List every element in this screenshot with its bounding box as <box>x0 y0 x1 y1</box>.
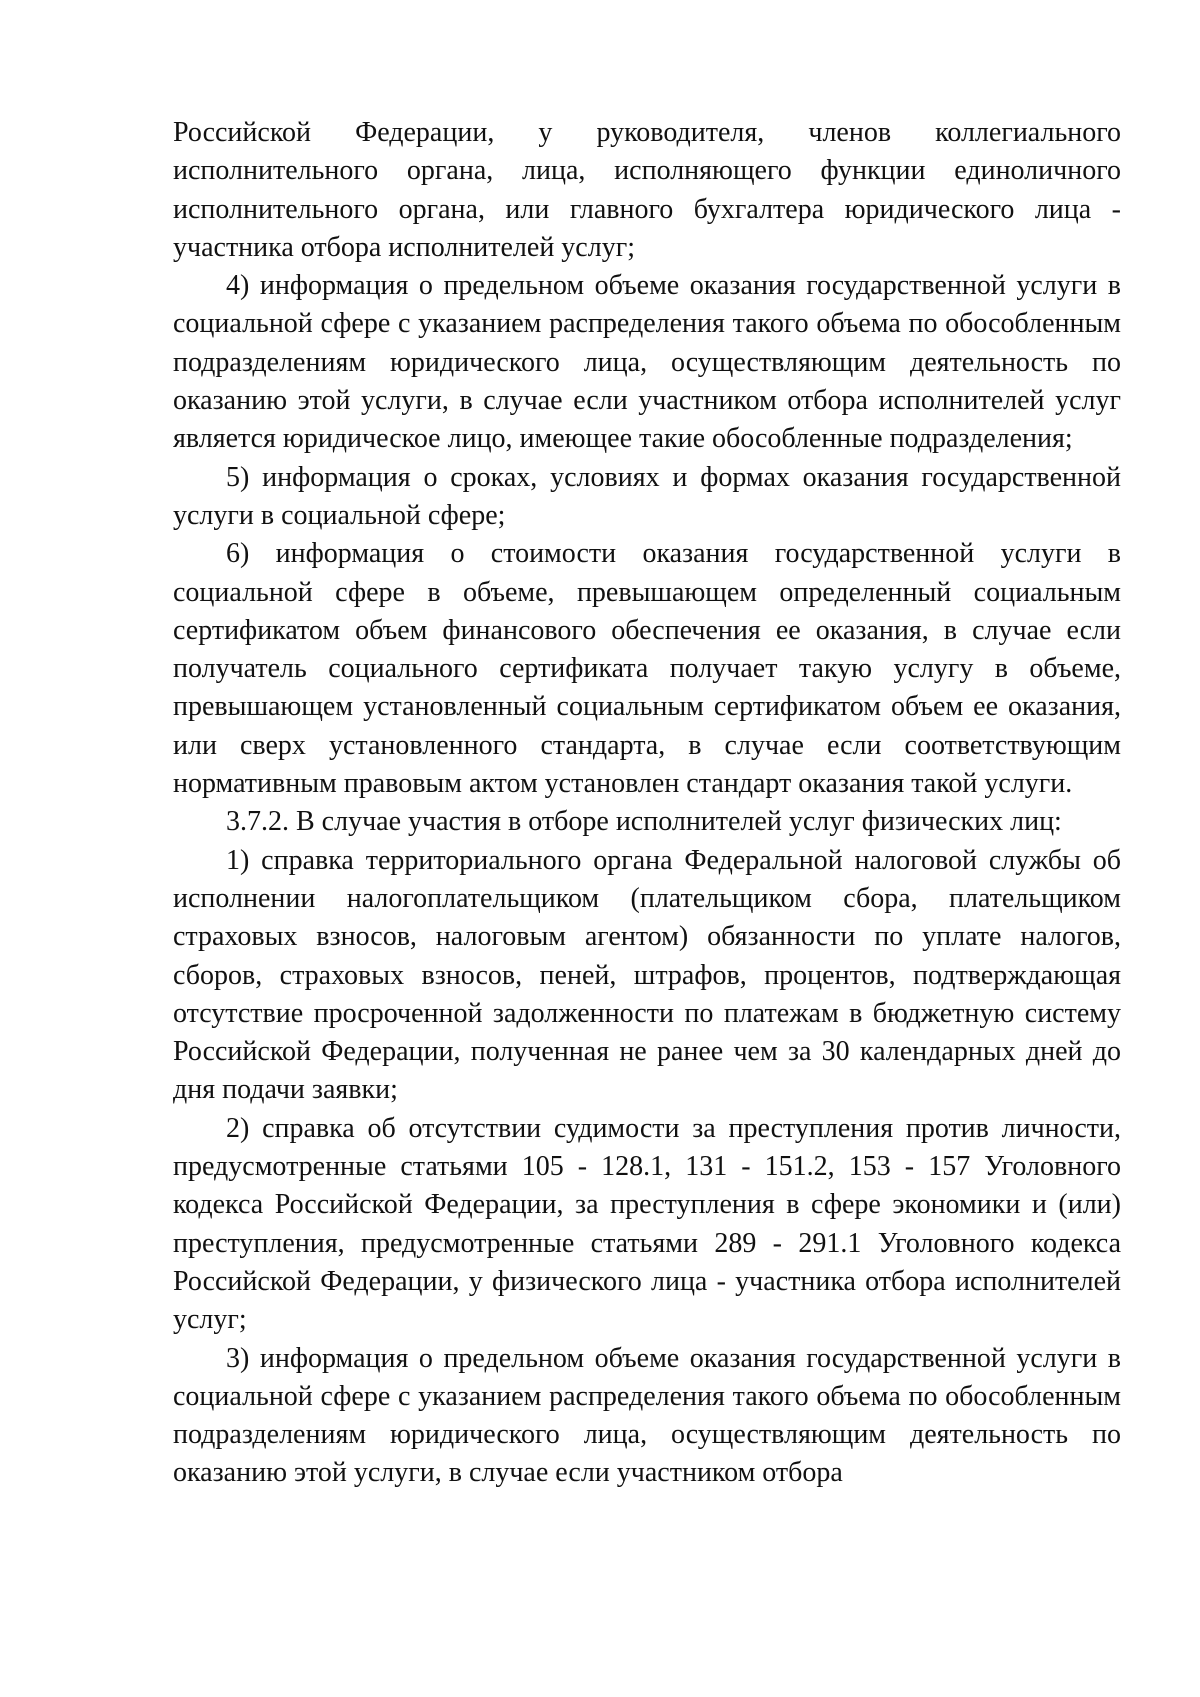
paragraph-item-6: 6) информация о стоимости оказания государственной услуги в социальной сфере в объеме, превышающем определенный социальным сертификатом объем финансового обеспечения ее оказания, в случае если получатель социального сертификата получает такую услугу в объеме, превышающем установленный социальным сертификатом объем ее оказания, или сверх установленного стандарта, в случае если соответствующим нормативным правовым актом установлен стандарт оказания такой услуги. <box>173 538 1121 800</box>
paragraph-continuation: Российской Федерации, у руководителя, членов коллегиального исполнительного органа, лица, исполняющего функции единоличного исполнительного органа, или главного бухгалтера юридического лица - участника отбора исполнителей услуг; <box>173 117 1121 263</box>
paragraph-item-3: 3) информация о предельном объеме оказания государственной услуги в социальной сфере с указанием распределения такого объема по обособленным подразделениям юридического лица, осуществляющим деятельность по оказанию этой услуги, в случае если участником отбора <box>173 1342 1121 1489</box>
paragraph-item-2: 2) справка об отсутствии судимости за преступления против личности, предусмотренные статьями 105 - 128.1, 131 - 151.2, 153 - 157 Уголовного кодекса Российской Федерации, за преступления в сфере экономики и (или) преступления, предусмотренные статьями 289 - 291.1 Уголовного кодекса Российской Федерации, у физического лица - участника отбора исполнителей услуг; <box>173 1112 1121 1336</box>
paragraph-item-4: 4) информация о предельном объеме оказания государственной услуги в социальной сфере с указанием распределения такого объема по обособленным подразделениям юридического лица, осуществляющим деятельность по оказанию этой услуги, в случае если участником отбора исполнителей услуг является юридическое лицо, имеющее такие обособленные подразделения; <box>173 270 1121 455</box>
paragraph-item-1: 1) справка территориального органа Федеральной налоговой службы об исполнении налогоплательщиком (плательщиком сбора, плательщиком страховых взносов, налоговым агентом) обязанности по уплате налогов, сборов, страховых взносов, пеней, штрафов, процентов, подтверждающая отсутствие просроченной задолженности по платежам в бюджетную систему Российской Федерации, полученная не ранее чем за 30 календарных дней до дня подачи заявки; <box>173 844 1121 1106</box>
document-body <box>173 114 1121 1493</box>
paragraph-item-5: 5) информация о сроках, условиях и формах оказания государственной услуги в социальной сфере; <box>173 461 1121 531</box>
paragraph-section-3-7-2: 3.7.2. В случае участия в отборе исполнителей услуг физических лиц: <box>226 806 1062 838</box>
